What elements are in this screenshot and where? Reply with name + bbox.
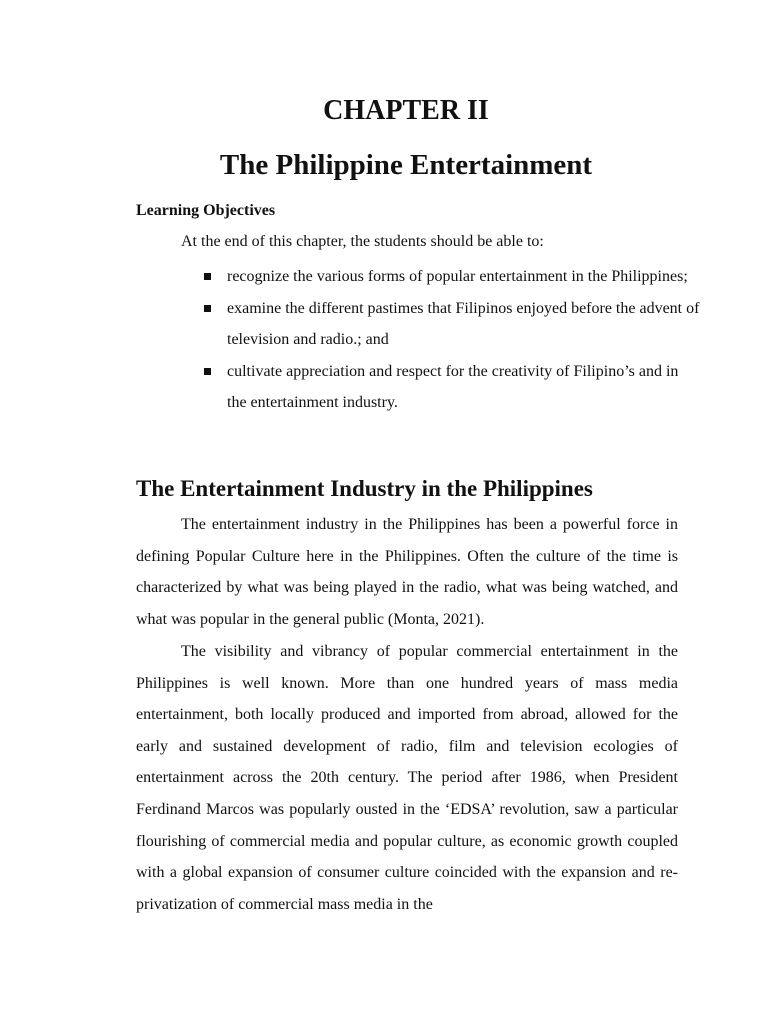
objective-text: recognize the various forms of popular entertainment in the Philippines; <box>227 268 688 285</box>
learning-objectives-intro: At the end of this chapter, the students should be able to: <box>181 233 544 250</box>
objective-item <box>200 356 700 419</box>
square-bullet-icon <box>204 368 211 375</box>
body-paragraph <box>136 636 678 920</box>
square-bullet-icon <box>204 273 211 280</box>
section-heading: The Entertainment Industry in the Philippines <box>136 476 593 501</box>
chapter-number: CHAPTER II <box>323 95 489 126</box>
paragraph-text: The visibility and vibrancy of popular commercial entertainment in the Philippines is well known. More than one hundred years of mass media entertainment, both locally produced and imported from abroad, allowed for the early and sustained development of radio, film and television ecologies of entertainment across the 20th century. The period after 1986, when President Ferdinand Marcos was popularly ousted in the ‘EDSA’ revolution, saw a particular flourishing of commercial media and popular culture, as economic growth coupled with a global expansion of consumer culture coincided with the expansion and re-privatization of commercial mass media in the <box>136 643 678 913</box>
objective-text: cultivate appreciation and respect for the creativity of Filipino’s and in the entertainment industry. <box>227 362 679 411</box>
paragraph-text: The entertainment industry in the Philippines has been a powerful force in defining Popular Culture here in the Philippines. Often the culture of the time is characterized by what was being played in the radio, what was being watched, and what was popular in the general public (Monta, 2021). <box>136 516 678 628</box>
square-bullet-icon <box>204 305 211 312</box>
learning-objectives-list <box>200 261 700 419</box>
objective-item <box>200 293 700 356</box>
objective-text: examine the different pastimes that Filipinos enjoyed before the advent of television and radio.; and <box>227 299 700 348</box>
objective-item <box>200 261 700 293</box>
body-paragraph <box>136 509 678 635</box>
learning-objectives-heading: Learning Objectives <box>136 202 276 219</box>
chapter-title: The Philippine Entertainment <box>219 149 593 181</box>
